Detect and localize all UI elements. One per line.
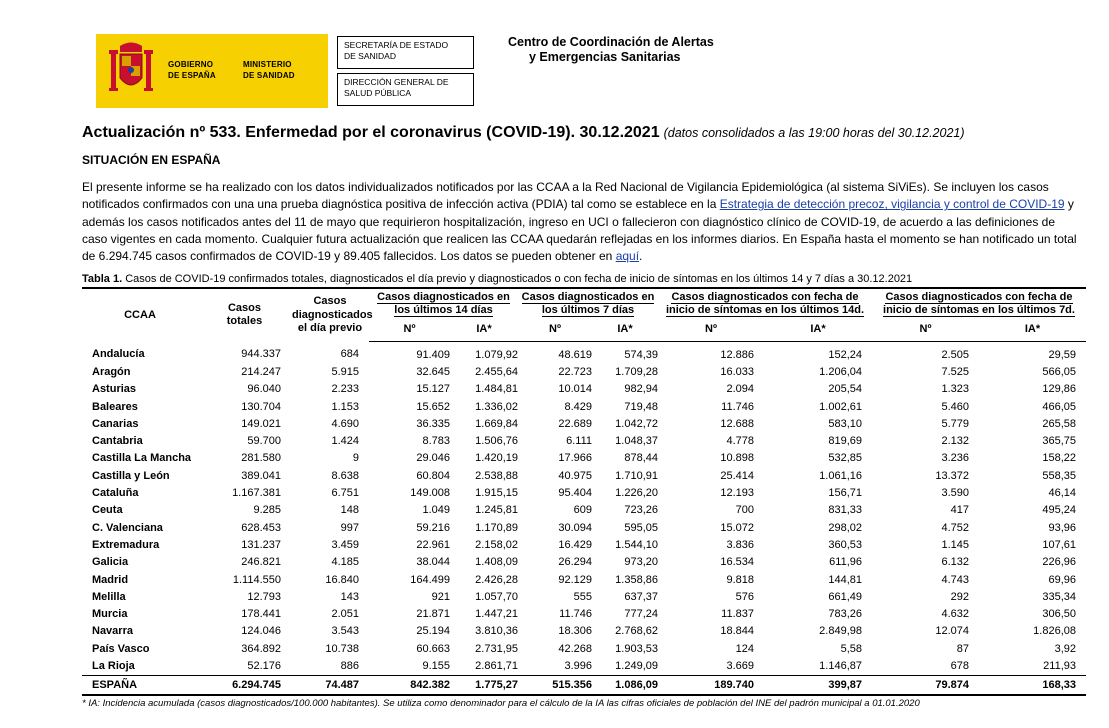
table-cell: 365,75 [1042,435,1076,448]
region-name: Castilla y León [92,469,170,482]
table-cell: 1.484,81 [475,383,518,396]
table-cell: 52.176 [247,659,281,672]
table-cell: 878,44 [624,452,658,465]
table-cell: 59.700 [247,435,281,448]
table-cell: 609 [573,504,592,517]
table-cell: 246.821 [241,556,281,569]
table-cell: 973,20 [624,556,658,569]
table-cell: 60.663 [416,642,450,655]
table-cell: 2.094 [726,383,754,396]
intro-paragraph: El presente informe se ha realizado con los datos individualizados notificados por las CCAA a la Red Nacional de Vigilancia Epidemiológica (al sistema SiViEs). Se incluyen los casos notificados confirmados con una una prueba diagnóstica positiva de infección activa (PDIA) tal como se establece en la Estrategia de detección precoz, vigilancia y control de COVID-19 y además los casos notificados antes del 11 de mayo que requirieron hospitalización, ingreso en UCI o fallecieron con diagnóstico clínico de COVID-19, de acuerdo a las definiciones de caso vigentes en cada momento. Cualquier futura actualización que realicen las CCAA quedarán reflejadas en los informes diarios. En España hasta el momento se han notificado un total de 6.294.745 casos confirmados de COVID-19 y 89.405 fallecidos. Los datos se pueden obtener en aquí. [82,180,1077,264]
section-title: SITUACIÓN EN ESPAÑA [82,153,221,167]
table-cell: 143 [340,590,359,603]
table-cell: 16.534 [720,556,754,569]
header-group-symptoms-7d: Casos diagnosticados con fecha de inicio de síntomas en los últimos 7d. [872,288,1086,319]
table-cell: 15.072 [720,521,754,534]
region-name: Canarias [92,417,139,430]
table-cell: 982,94 [624,383,658,396]
table-cell: 124.046 [241,625,281,638]
table-cell: 2.731,95 [475,642,518,655]
table-cell: 1.042,72 [615,417,658,430]
table-row [82,536,1086,553]
table-row [82,432,1086,449]
table-cell: 1.206,04 [819,365,862,378]
table-cell: 4.752 [941,521,969,534]
table-cell: 2.849,98 [819,625,862,638]
table-cell: 21.871 [416,608,450,621]
table-cell: 130.704 [241,400,281,413]
table-cell: 595,05 [624,521,658,534]
secretariat-box: SECRETARÍA DE ESTADO DE SANIDAD [337,36,474,69]
table-cell: 6.751 [331,487,359,500]
total-cell: 74.487 [291,675,369,695]
region-name: Castilla La Mancha [92,452,192,465]
table-cell: 777,24 [624,608,658,621]
table-cell: 4.778 [726,435,754,448]
table-cell: 4.185 [331,556,359,569]
table-cell: 292 [950,590,969,603]
table-cell: 214.247 [241,365,281,378]
table-cell: 205,54 [828,383,862,396]
region-name: Cantabria [92,435,143,448]
table-cell: 3.810,36 [475,625,518,638]
table-cell: 3.669 [726,659,754,672]
table-cell: 10.014 [558,383,592,396]
table-cell: 335,34 [1042,590,1076,603]
table-cell: 11.746 [721,400,754,413]
table-cell: 2.505 [941,348,969,361]
table-cell: 298,02 [828,521,862,534]
ministry-label: MINISTERIO DE SANIDAD [243,60,295,80]
table-cell: 2.158,02 [475,538,518,551]
data-link[interactable]: aquí [615,249,640,264]
table-cell: 25.194 [416,625,450,638]
table-row [82,502,1086,519]
region-name: La Rioja [92,659,135,672]
table-cell: 107,61 [1042,538,1076,551]
table-cell: 819,69 [828,435,862,448]
table-cell: 1.048,37 [615,435,658,448]
table-cell: 1.249,09 [615,659,658,672]
table-cell: 144,81 [828,573,862,586]
table-cell: 2.426,28 [475,573,518,586]
center-title: Centro de Coordinación de Alertas y Emergencias Sanitarias [508,35,714,64]
table-row [82,415,1086,432]
total-cell: 79.874 [872,675,979,695]
table-cell: 1.544,10 [615,538,658,551]
table-cell: 60.804 [416,469,450,482]
table-cell: 1.079,92 [475,348,518,361]
table-cell: 566,05 [1042,365,1076,378]
table-cell: 12.886 [720,348,754,361]
table-cell: 148 [340,504,359,517]
table-cell: 3.996 [564,659,592,672]
table-cell: 532,85 [828,452,862,465]
region-name: Madrid [92,573,129,586]
table-row [82,554,1086,571]
table-cell: 17.966 [558,452,592,465]
table-cell: 22.961 [416,538,450,551]
table-cell: 3.236 [941,452,969,465]
table-cell: 36.335 [416,417,450,430]
table-cell: 12.074 [935,625,969,638]
table-cell: 11.837 [721,608,754,621]
table-cell: 164.499 [410,573,450,586]
table-cell: 417 [950,504,969,517]
table-row [82,605,1086,622]
table-cell: 2.538,88 [475,469,518,482]
table-cell: 886 [340,659,359,672]
table-cell: 1.245,81 [475,504,518,517]
header-prev-day: Casos diagnosticados el día previo [291,288,369,342]
total-cell: 168,33 [979,675,1086,695]
table-cell: 583,10 [828,417,862,430]
total-cell: 189.740 [658,675,764,695]
table-cell: 466,05 [1042,400,1076,413]
region-name: Cataluña [92,487,139,500]
table-cell: 93,96 [1048,521,1076,534]
header-ia: IA* [979,319,1086,342]
table-cell: 91.409 [416,348,450,361]
table-cell: 1.424 [331,435,359,448]
table-cell: 281.580 [241,452,281,465]
table-cell: 25.414 [720,469,754,482]
region-name: Navarra [92,625,133,638]
title-note: (datos consolidados a las 19:00 horas del 30.12.2021) [663,126,965,140]
government-label: GOBIERNO DE ESPAÑA [168,60,216,80]
table-cell: 1.669,84 [475,417,518,430]
table-cell: 129,86 [1042,383,1076,396]
table-cell: 1.826,08 [1033,625,1076,638]
table-row [82,398,1086,415]
table-cell: 944.337 [241,348,281,361]
header-ia: IA* [592,319,658,342]
table-cell: 18.306 [558,625,592,638]
table-cell: 831,33 [828,504,862,517]
table-cell: 997 [340,521,359,534]
table-cell: 10.738 [325,642,359,655]
table-cell: 16.033 [720,365,754,378]
table-cell: 2.455,64 [475,365,518,378]
table-cell: 46,14 [1048,487,1076,500]
table-cell: 723,26 [624,504,658,517]
table-cell: 92.129 [558,573,592,586]
table-cell: 69,96 [1048,573,1076,586]
header-group-symptoms-14d: Casos diagnosticados con fecha de inicio de síntomas en los últimos 14d. [658,288,872,319]
region-name: Melilla [92,590,126,603]
table-cell: 48.619 [558,348,592,361]
table-cell: 360,53 [828,538,862,551]
directorate-box: DIRECCIÓN GENERAL DE SALUD PÚBLICA [337,73,474,106]
table-cell: 1.061,16 [819,469,862,482]
table-cell: 495,24 [1042,504,1076,517]
table-cell: 783,26 [828,608,862,621]
table-row [82,657,1086,675]
coat-of-arms-icon [106,40,156,102]
header-ia: IA* [450,319,518,342]
table-cell: 5.779 [941,417,969,430]
region-name: Galicia [92,556,129,569]
covid-cases-table [82,287,1086,696]
table-cell: 29.046 [416,452,450,465]
total-row [82,675,1086,695]
table-cell: 1.420,19 [475,452,518,465]
table-cell: 1.408,09 [475,556,518,569]
table-cell: 1.114.550 [232,573,281,586]
table-cell: 3,92 [1054,642,1076,655]
total-cell: 399,87 [764,675,872,695]
table-cell: 178.441 [241,608,281,621]
table-cell: 26.294 [558,556,592,569]
table-cell: 9.155 [422,659,450,672]
table-cell: 16.840 [325,573,359,586]
table-cell: 124 [735,642,754,655]
table-cell: 2.768,62 [615,625,658,638]
table-row [82,640,1086,657]
table-cell: 555 [573,590,592,603]
table-cell: 4.690 [331,417,359,430]
table-cell: 2.233 [331,383,359,396]
table-cell: 9 [352,452,359,465]
table-row [82,467,1086,484]
table-cell: 4.743 [941,573,969,586]
table-caption: Tabla 1. Casos de COVID-19 confirmados totales, diagnosticados el día previo y diagnosticados o con fecha de inicio de síntomas en los últimos 14 y 7 días a 30.12.2021 [82,273,913,285]
table-cell: 12.688 [720,417,754,430]
table-cell: 156,71 [828,487,862,500]
table-cell: 15.127 [416,383,450,396]
table-cell: 96.040 [247,383,281,396]
table-cell: 1.358,86 [615,573,658,586]
table-cell: 1.447,21 [475,608,518,621]
table-cell: 8.429 [564,400,592,413]
table-row [82,571,1086,588]
table-cell: 1.146,87 [819,659,862,672]
page-title: Actualización nº 533. Enfermedad por el coronavirus (COVID-19). 30.12.2021 (datos consolidados a las 19:00 horas del 30.12.2021) [82,124,965,141]
table-cell: 158,22 [1042,452,1076,465]
table-cell: 29,59 [1048,348,1076,361]
table-cell: 211,93 [1043,659,1076,672]
table-cell: 364.892 [241,642,281,655]
table-cell: 16.429 [558,538,592,551]
header-n: Nº [872,319,979,342]
table-cell: 2.132 [941,435,969,448]
table-cell: 13.372 [935,469,969,482]
header-n: Nº [369,319,450,342]
table-cell: 1.710,91 [615,469,658,482]
table-cell: 7.525 [941,365,969,378]
table-cell: 2.861,71 [475,659,518,672]
table-cell: 3.543 [331,625,359,638]
footnote: * IA: Incidencia acumulada (casos diagnosticados/100.000 habitantes). Se utiliza como denominador para el cálculo de la IA las cifras oficiales de población del INE del padrón municipal a 01.01.2020 [82,698,920,709]
table-cell: 9.285 [253,504,281,517]
table-cell: 5.915 [331,365,359,378]
table-cell: 1.226,20 [615,487,658,500]
table-cell: 1.915,15 [475,487,518,500]
table-row [82,623,1086,640]
table-cell: 628.453 [241,521,281,534]
table-row [82,519,1086,536]
table-cell: 95.404 [558,487,592,500]
table-cell: 306,50 [1042,608,1076,621]
table-cell: 1.049 [422,504,450,517]
table-cell: 700 [735,504,754,517]
table-cell: 3.459 [331,538,359,551]
region-name: Ceuta [92,504,123,517]
table-cell: 38.044 [416,556,450,569]
region-name: Andalucía [92,348,145,361]
table-cell: 152,24 [828,348,862,361]
table-cell: 42.268 [558,642,592,655]
table-cell: 12.793 [247,590,281,603]
table-cell: 1.057,70 [475,590,518,603]
table-cell: 2.051 [331,608,359,621]
table-row [82,381,1086,398]
table-cell: 149.008 [410,487,450,500]
table-cell: 22.689 [558,417,592,430]
table-cell: 1.170,89 [475,521,518,534]
table-cell: 87 [956,642,969,655]
header-group-7d: Casos diagnosticados en los últimos 7 días [518,288,658,319]
header-ccaa: CCAA [82,288,198,342]
table-cell: 22.723 [558,365,592,378]
table-cell: 1.506,76 [475,435,518,448]
table-cell: 8.638 [331,469,359,482]
table-cell: 1.903,53 [615,642,658,655]
table-cell: 5.460 [941,400,969,413]
total-cell: 842.382 [369,675,450,695]
total-cell: 1.086,09 [592,675,658,695]
strategy-link[interactable]: Estrategia de detección precoz, vigilancia y control de COVID-19 [719,197,1065,212]
table-cell: 265,58 [1042,417,1076,430]
table-cell: 15.652 [416,400,450,413]
table-row [82,450,1086,467]
table-cell: 3.836 [726,538,754,551]
table-cell: 389.041 [241,469,281,482]
table-cell: 6.111 [566,435,592,448]
table-cell: 1.002,61 [819,400,862,413]
table-cell: 576 [735,590,754,603]
total-cell: 515.356 [518,675,592,695]
table-cell: 1.153 [331,400,359,413]
total-cell: 1.775,27 [450,675,518,695]
region-name: Aragón [92,365,131,378]
table-cell: 661,49 [828,590,862,603]
region-name: Asturias [92,383,137,396]
table-cell: 678 [950,659,969,672]
header-n: Nº [658,319,764,342]
table-cell: 131.237 [241,538,281,551]
region-name: Baleares [92,400,138,413]
table-row [82,484,1086,501]
header-ia: IA* [764,319,872,342]
region-name: Extremadura [92,538,160,551]
region-name: País Vasco [92,642,150,655]
table-cell: 226,96 [1042,556,1076,569]
table-cell: 4.632 [941,608,969,621]
table-cell: 3.590 [941,487,969,500]
header-group-14d: Casos diagnosticados en los últimos 14 días [369,288,518,319]
table-cell: 1.709,28 [615,365,658,378]
table-cell: 6.132 [941,556,969,569]
table-cell: 637,37 [624,590,658,603]
table-cell: 1.167.381 [232,487,281,500]
table-cell: 12.193 [720,487,754,500]
table-cell: 5,58 [840,642,862,655]
table-row [82,342,1086,364]
total-cell: 6.294.745 [198,675,291,695]
table-row [82,363,1086,380]
header-total: Casos totales [198,288,291,342]
table-cell: 11.746 [559,608,592,621]
table-cell: 558,35 [1042,469,1076,482]
table-cell: 32.645 [416,365,450,378]
table-cell: 10.898 [720,452,754,465]
table-cell: 1.323 [941,383,969,396]
table-cell: 40.975 [558,469,592,482]
total-cell: ESPAÑA [82,675,198,695]
region-name: Murcia [92,608,128,621]
table-cell: 149.021 [241,417,281,430]
table-cell: 1.336,02 [475,400,518,413]
table-cell: 18.844 [720,625,754,638]
table-cell: 921 [431,590,450,603]
table-cell: 30.094 [558,521,592,534]
table-cell: 574,39 [624,348,658,361]
table-cell: 719,48 [624,400,658,413]
table-cell: 1.145 [941,538,969,551]
table-row [82,588,1086,605]
table-cell: 9.818 [726,573,754,586]
region-name: C. Valenciana [92,521,163,534]
header-n: Nº [518,319,592,342]
table-cell: 684 [340,348,359,361]
table-cell: 611,96 [829,556,862,569]
table-cell: 8.783 [422,435,450,448]
table-cell: 59.216 [416,521,450,534]
